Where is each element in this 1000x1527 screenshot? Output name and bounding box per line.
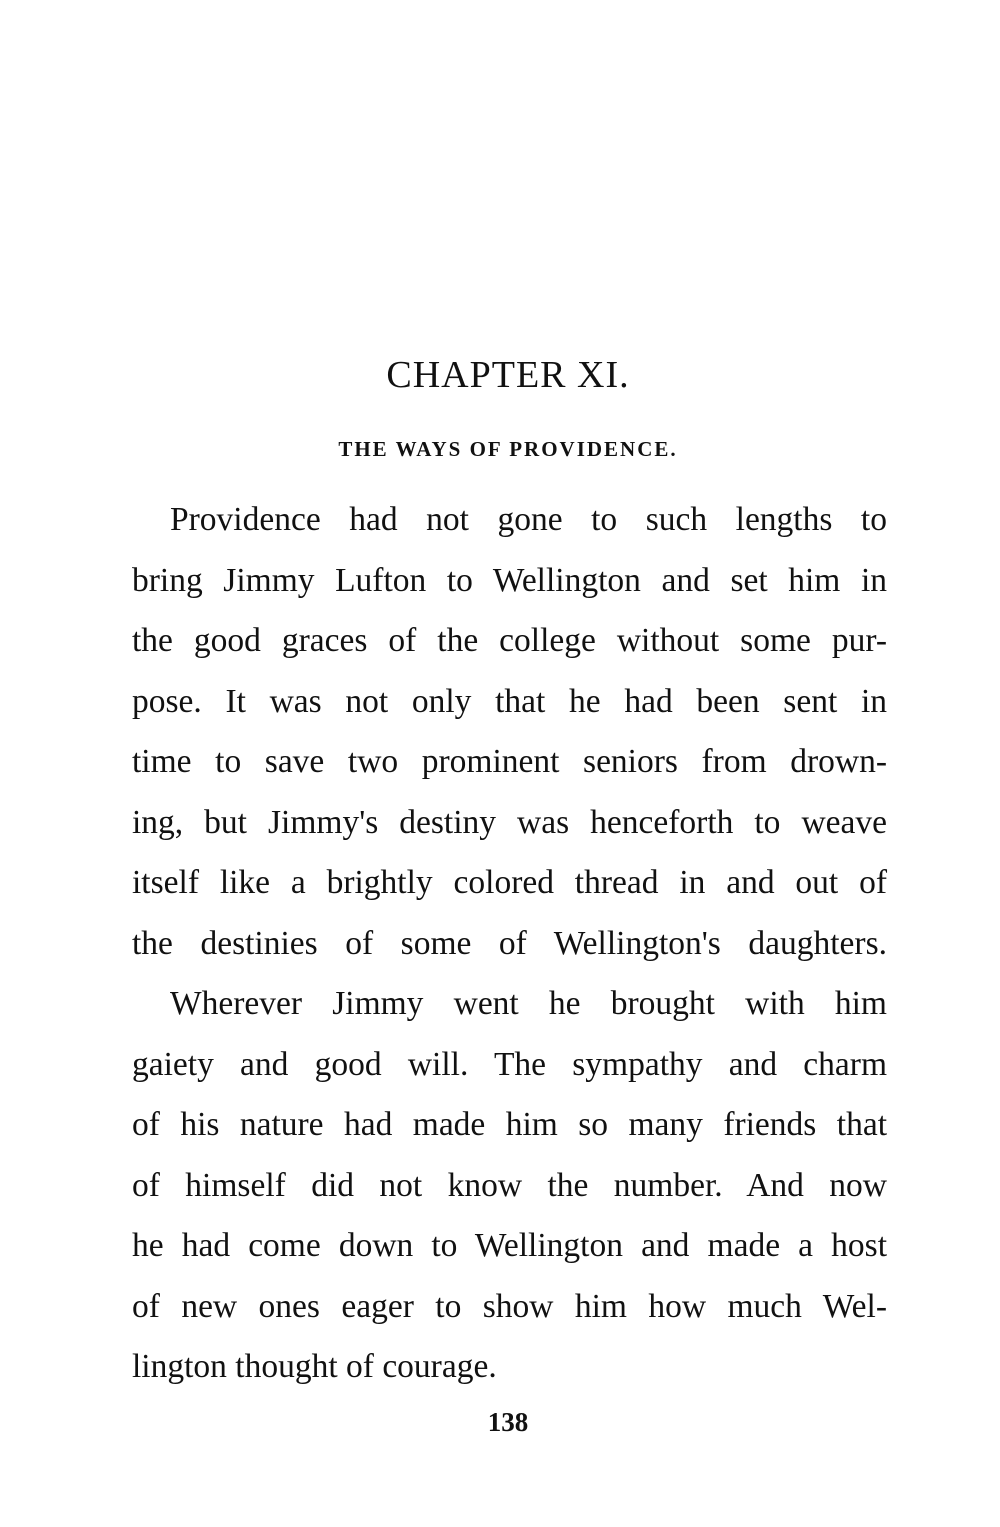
chapter-subtitle: THE WAYS OF PROVIDENCE.	[338, 437, 678, 461]
chapter-title: CHAPTER XI.	[386, 354, 630, 396]
text-line: ing, but Jimmy's destiny was henceforth to weave	[132, 803, 887, 841]
text-line: Providence had not gone to such lengths to	[170, 501, 887, 538]
text-line: pose. It was not only that he had been sent in	[132, 682, 887, 720]
text-line: of himself did not know the number. And now	[132, 1166, 887, 1204]
text-line: bring Jimmy Lufton to Wellington and set him in	[132, 561, 887, 599]
text-line: time to save two prominent seniors from drown-	[132, 743, 887, 780]
text-line: the destinies of some of Wellington's daughters.	[132, 924, 887, 962]
text-line: lington thought of courage.	[132, 1348, 497, 1385]
body-text	[132, 490, 887, 1398]
text-line: of new ones eager to show him how much Wel-	[132, 1287, 887, 1325]
paragraph	[132, 490, 887, 974]
page-number: 138	[487, 1407, 529, 1437]
text-line: gaiety and good will. The sympathy and charm	[132, 1045, 887, 1083]
text-line: of his nature had made him so many friends that	[132, 1106, 887, 1143]
text-line: he had come down to Wellington and made a host	[132, 1227, 887, 1264]
text-line: itself like a brightly colored thread in and out of	[132, 864, 887, 901]
text-line: Wherever Jimmy went he brought with him	[170, 985, 887, 1022]
text-line: the good graces of the college without some pur-	[132, 622, 887, 659]
paragraph	[132, 974, 887, 1398]
